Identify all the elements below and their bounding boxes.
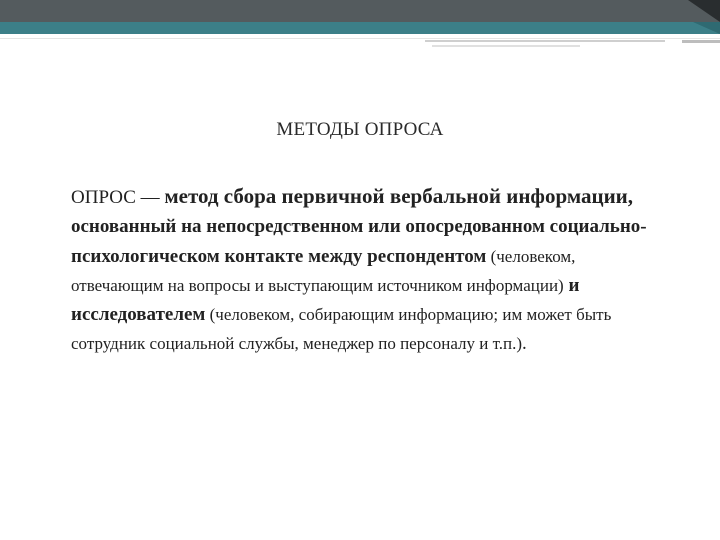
decorative-line [425,40,665,42]
slide-title [0,119,720,141]
definition-bold-3: и исследователем [71,274,580,326]
definition-normal-1: основанный на непосредственном или опосредованном социально-психологическом [71,216,647,267]
header-corner-shape [688,0,720,22]
definition-normal-2: (человеком, отвечающим на вопросы и выступающим источником информации) [71,246,576,295]
definition-bold-1: метод сбора первичной вербальной информации, [164,184,634,208]
definition-normal-3: (человеком, собирающим информацию; им может быть сотрудник социальной службы, менеджер по персоналу и т.п.) [71,305,612,354]
decorative-line [682,40,720,43]
definition-bold-2: контакте между респондентом [219,245,487,267]
definition-paragraph [71,182,671,359]
decorative-line [432,45,580,47]
period: . [522,333,527,355]
header-divider [0,38,720,39]
term: ОПРОС [71,187,136,208]
slide-title-text: МЕТОДЫ ОПРОСА [276,119,444,140]
dash: — [135,187,165,208]
header-band [0,0,720,22]
header-corner-accent [693,22,720,34]
header-accent-band [0,22,720,34]
